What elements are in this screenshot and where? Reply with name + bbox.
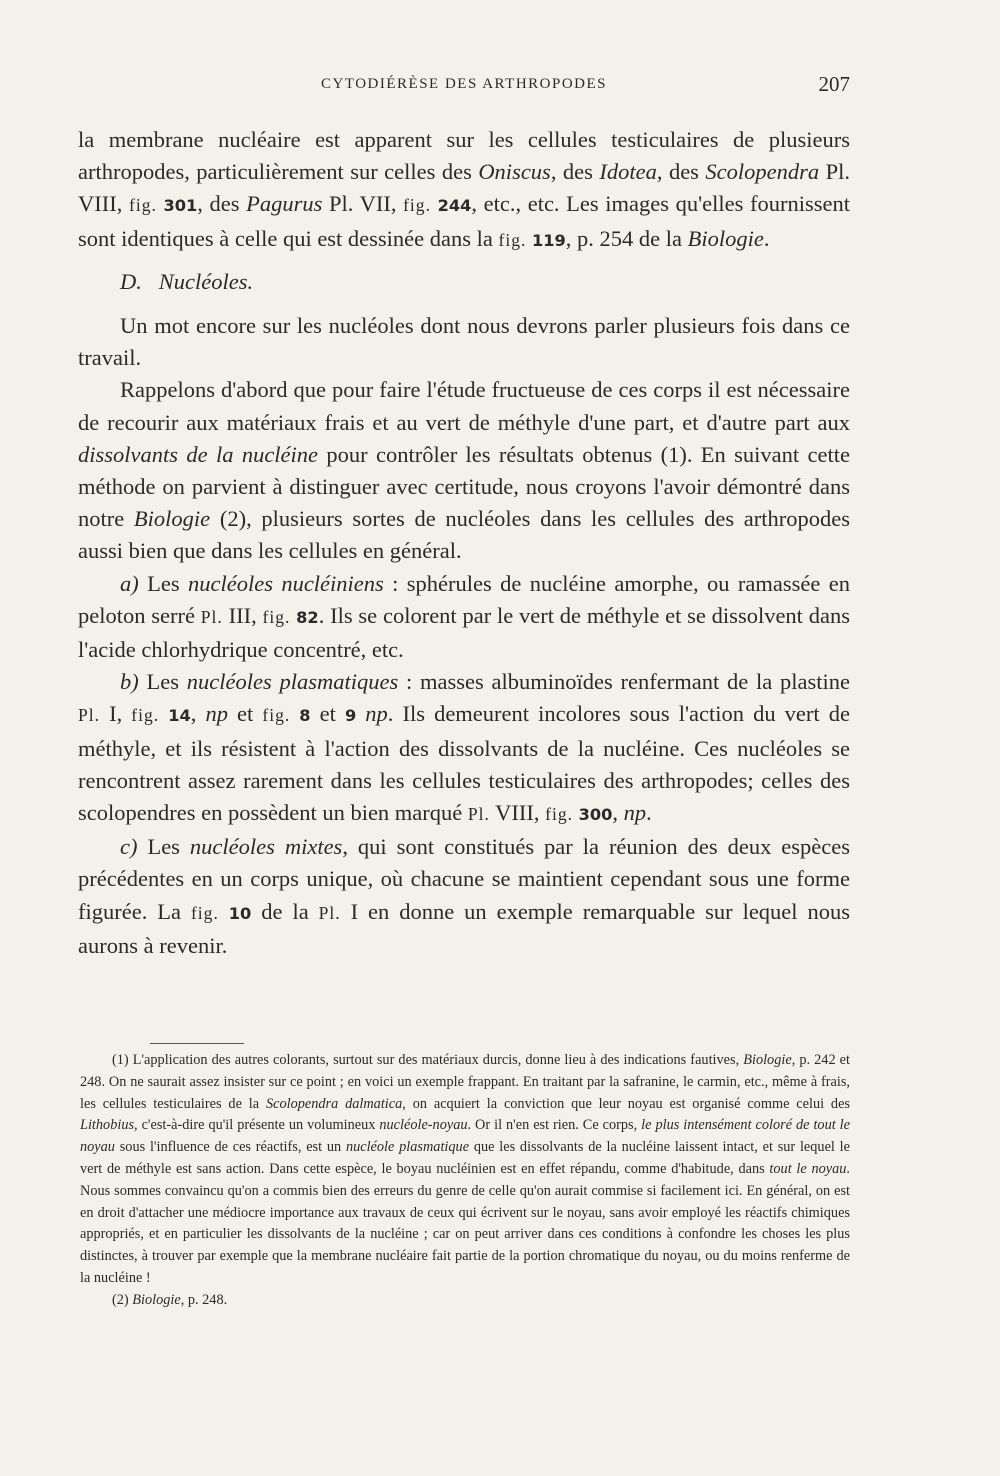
fig-abbrev: fig.	[128, 195, 157, 216]
plate-abbrev: Pl.	[318, 902, 341, 923]
fig-abbrev: fig.	[545, 804, 573, 825]
text-run: que les dissolvants de la nucléine laissent intact, et sur lequel le vert de méthyle est sans action. Dans cette espèce, le boyau nucléinien est en effet répandu, comme d'habitude, dans	[80, 1139, 850, 1177]
fig-abbrev: fig.	[262, 705, 291, 726]
text-run: (1) L'application des autres colorants, surtout sur des matériaux durcis, donne lieu à des indications fautives,	[112, 1052, 744, 1068]
genus-name: Lithobius	[80, 1117, 135, 1134]
term: nucléoles plasmatiques	[186, 669, 399, 695]
text-run: (2)	[112, 1291, 133, 1308]
figure-number: 300	[578, 805, 613, 825]
plate-abbrev: Pl.	[467, 804, 490, 825]
paragraph-continuation	[78, 124, 850, 257]
page-number: 207	[818, 72, 850, 96]
figure-number: 8	[299, 706, 311, 726]
text-run: ,	[190, 701, 206, 727]
genus-name: Pagurus	[246, 191, 323, 217]
text-run: , etc., etc. Les images qu'elles fournissent sont identiques à celle qui est dessinée dans la	[78, 191, 851, 251]
figure-number: 9	[344, 706, 357, 726]
fig-abbrev: fig.	[403, 195, 431, 216]
genus-name: Idotea	[599, 159, 657, 185]
text-run: , qui sont constitués par la réunion des deux espèces précédentes en un corps unique, où chacune se maintient cependant sous une forme figurée. La	[78, 834, 850, 924]
text-run: Pl. VIII,	[78, 159, 851, 217]
footnotes	[80, 1050, 850, 1312]
section-letter: D.	[120, 268, 142, 294]
section-title: Nucléoles.	[158, 268, 254, 294]
term: nucléole plasmatique	[345, 1139, 470, 1156]
text-run: Rappelons d'abord que pour faire l'étude fructueuse de ces corps il est nécessaire de recourir aux matériaux frais et au vert de méthyle d'une part, et d'autre part aux	[78, 377, 850, 435]
plate-abbrev: Pl.	[200, 606, 223, 627]
genus-name: Oniscus	[478, 159, 551, 185]
book-title: Biologie	[132, 1291, 181, 1308]
text-run: , p. 248.	[180, 1291, 228, 1308]
paragraph	[78, 374, 850, 567]
text-run: Les	[138, 669, 187, 695]
emphasis: tout le noyau	[769, 1160, 847, 1177]
text-run: , p. 242 et 248. On ne saurait assez insister sur ce point ; en voici un exemple frappant. En traitant par la safranine, le carmin, etc., même à frais, les cellules testiculaires de la	[80, 1052, 850, 1112]
label-np: np	[623, 800, 647, 826]
figure-number: 244	[437, 196, 472, 216]
running-title: CYTODIÉRÈSE DES ARTHROPODES	[320, 76, 607, 92]
text-run: , des	[550, 159, 600, 185]
figure-number: 82	[296, 607, 319, 627]
text-run: Pl. VII,	[322, 191, 404, 217]
text-run	[356, 701, 365, 726]
text-run: : masses albuminoïdes renfermant de la plastine	[398, 669, 850, 695]
term: nucléoles mixtes	[189, 834, 343, 860]
text-run: . Ils se colorent par le vert de méthyle et se dissolvent dans l'acide chlorhydrique concentré, etc.	[78, 602, 850, 663]
item-label: a)	[120, 570, 139, 596]
figure-number: 14	[168, 706, 191, 726]
term: nucléole-noyau	[379, 1117, 468, 1134]
text-run: sous l'influence de ces réactifs, est un	[114, 1139, 346, 1156]
text-run: et	[310, 701, 345, 727]
text-run: de la	[251, 898, 319, 924]
footnote-separator	[150, 1043, 244, 1044]
fig-abbrev: fig.	[498, 229, 527, 250]
text-run: , p. 254 de la	[565, 225, 688, 251]
figure-number: 301	[163, 196, 198, 216]
text-run: VIII,	[489, 800, 546, 826]
term: nucléoles nucléiniens	[187, 570, 384, 596]
fig-abbrev: fig.	[190, 902, 219, 923]
paragraph: Un mot encore sur les nucléoles dont nous devrons parler plusieurs fois dans ce travail.	[78, 313, 850, 371]
species-name: Scolopendra dalmatica	[265, 1095, 403, 1112]
book-title: Biologie	[133, 506, 211, 532]
text-run: , des	[197, 191, 247, 217]
page-header	[78, 70, 850, 100]
text-run: .	[646, 800, 652, 826]
footnote-1	[80, 1050, 850, 1290]
genus-name: Scolopendra	[705, 159, 820, 185]
book-title: Biologie	[687, 225, 764, 251]
emphasis: le plus intensément coloré de tout le noyau	[80, 1117, 850, 1156]
fig-abbrev: fig.	[262, 606, 291, 627]
text-run: .	[763, 225, 770, 251]
text-run: , des	[656, 159, 706, 185]
list-item-c	[78, 831, 850, 962]
text-run: la membrane nucléaire est apparent sur les cellules testiculaires de plusieurs arthropodes, particulièrement sur celles des	[78, 127, 850, 185]
label-np: np	[205, 701, 228, 727]
text-run: : sphérules de nucléine amorphe, ou ramassée en peloton serré	[78, 570, 850, 628]
main-text	[78, 124, 850, 962]
book-title: Biologie	[743, 1052, 792, 1068]
text-run: (2), plusieurs sortes de nucléoles dans les cellules des arthropodes aussi bien que dans les cellules en général.	[78, 506, 850, 564]
text-run: Les	[138, 570, 188, 596]
text-run: . Ils demeurent incolores sous l'action du vert de méthyle, et ils résistent à l'action des dissolvants de la nucléine. Ces nucléoles se rencontrent assez rarement dans les cellules testiculaires des arthropodes; celles des scolopendres en possèdent un bien marqué	[78, 701, 850, 826]
plate-abbrev: Pl.	[78, 705, 101, 726]
text-run: Les	[137, 834, 190, 860]
fig-abbrev: fig.	[131, 705, 160, 726]
item-label: c)	[120, 834, 138, 860]
text-run: I,	[100, 701, 132, 727]
list-item-b	[78, 666, 850, 831]
text-run: , on acquiert la conviction que leur noyau est organisé comme celui des	[402, 1095, 850, 1112]
text-run: III,	[222, 602, 263, 628]
figure-number: 119	[532, 230, 566, 250]
text-run: , c'est-à-dire qu'il présente un volumineux	[134, 1117, 380, 1134]
text-run: . Or il n'en est rien. Ce corps,	[467, 1117, 642, 1134]
list-item-a	[78, 568, 850, 667]
text-run: pour contrôler les résultats obtenus (1). En suivant cette méthode on parvient à distinguer avec certitude, nous croyons l'avoir démontré dans notre	[78, 441, 850, 532]
text-run: ,	[612, 800, 624, 826]
label-np: np	[365, 701, 388, 727]
item-label: b)	[120, 669, 139, 695]
footnote-2	[80, 1290, 850, 1312]
section-heading	[120, 266, 850, 298]
text-run: I en donne un exemple remarquable sur lequel nous aurons à revenir.	[78, 898, 850, 958]
emphasis: dissolvants de la nucléine	[78, 441, 319, 467]
figure-number: 10	[228, 903, 252, 923]
text-run: . Nous sommes convaincu qu'on a commis bien des erreurs du genre de celle qu'on aurait commise si facilement ici. En général, on est en droit d'attacher une médiocre importance aux travaux de ceux qui écrivent sur le noyau, sans avoir employé les réactifs chimiques appropriés, et en particulier les dissolvants de la nucléine ; car on peut arriver dans ces conditions à confondre les choses les plus distinctes, à trouver par exemple que la membrane nucléaire fait partie de la portion chromatique du noyau, ou du moins renferme de la nucléine !	[80, 1160, 850, 1286]
text-run: et	[227, 701, 263, 727]
